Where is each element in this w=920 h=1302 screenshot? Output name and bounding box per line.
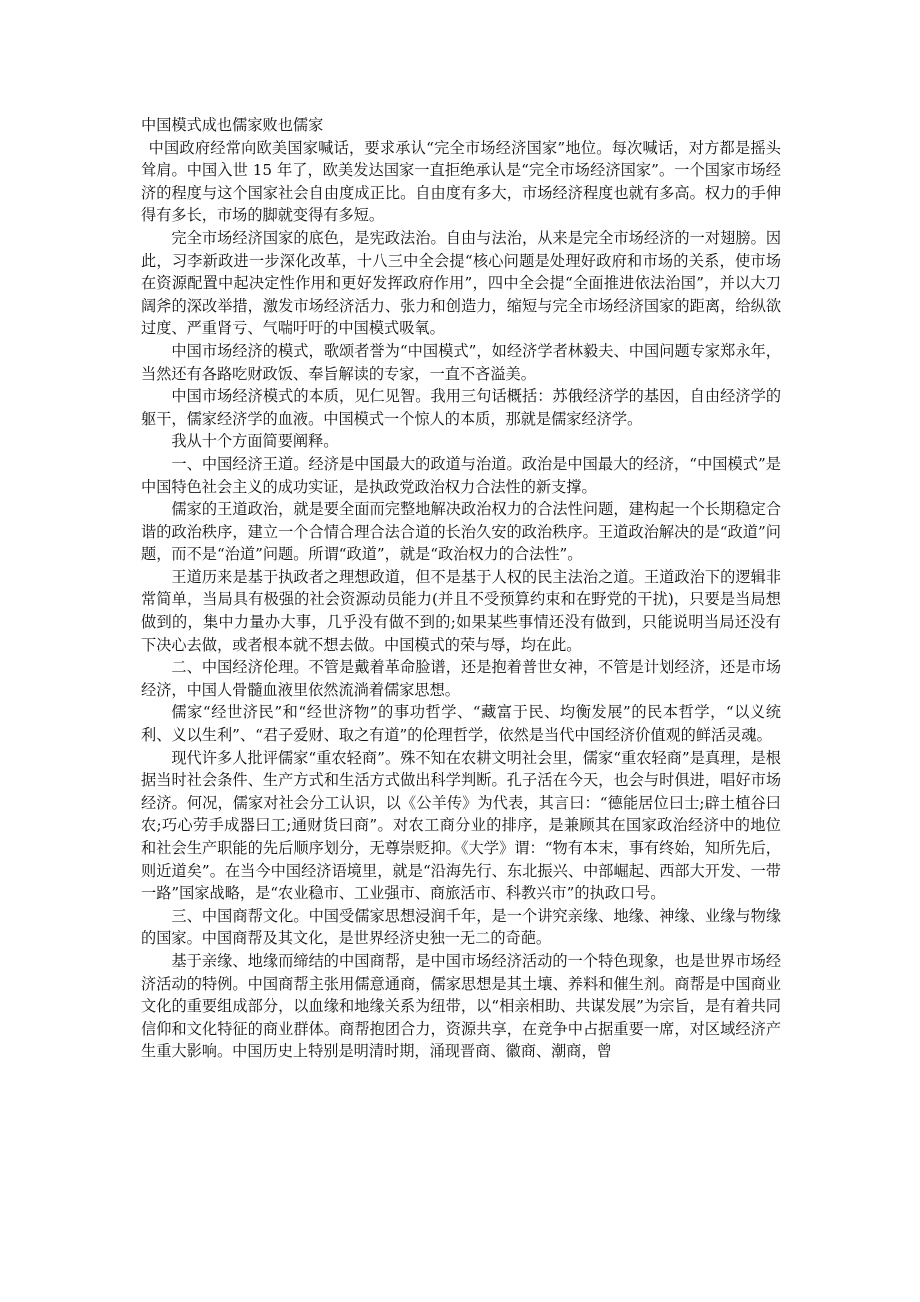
paragraph: 我从十个方面简要阐释。 bbox=[171, 432, 339, 451]
paragraph: 三、中国商帮文化。中国受儒家思想浸润千年，是一个讲究亲缘、地缘、神缘、业缘与物缘的国家。中国商帮及其文化，是世界经济史独一无二的奇葩。 bbox=[141, 906, 781, 948]
paragraph: 中国市场经济模式的本质，见仁见智。我用三句话概括：苏俄经济学的基因，自由经济学的躯干，儒家经济学的血液。中国模式一个惊人的本质，那就是儒家经济学。 bbox=[141, 387, 781, 428]
paragraph: 王道历来是基于执政者之理想政道，但不是基于人权的民主法治之道。王道政治下的逻辑非常简单，当局具有极强的社会资源动员能力(并且不受预算约束和在野党的干扰)，只要是当局想做到的，集中力量办大事，几乎没有做不到的;如果某些事情还没有做到，只能说明当局还没有下决心去做，或者根本就不想去做。中国模式的荣与辱，均在此。 bbox=[141, 567, 781, 654]
paragraph: 中国市场经济的模式，歌颂者誉为“中国模式”，如经济学者林毅夫、中国问题专家郑永年，当然还有各路吃财政饭、奉旨解读的专家，一直不吝溢美。 bbox=[141, 341, 781, 383]
document-page bbox=[141, 114, 781, 1063]
paragraph: 现代许多人批评儒家“重农轻商”。殊不知在农耕文明社会里，儒家“重农轻商”是真理，是根据当时社会条件、生产方式和生活方式做出科学判断。孔子活在今天，也会与时俱进，唱好市场经济。何况，儒家对社会分工认识，以《公羊传》为代表，其言曰：“德能居位曰士;辟土植谷曰农;巧心劳手成器曰工;通财货曰商”。对农工商分业的排序，是兼顾其在国家政治经济中的地位和社会生产职能的先后顺序划分，无尊崇贬抑。《大学》谓：“物有本末，事有终始，知所先后，则近道矣”。在当今中国经济语境里，就是“沿海先行、东北振兴、中部崛起、西部大开发、一带一路”国家战略，是“农业稳市、工业强市、商旅活市、科教兴市”的执政口号。 bbox=[141, 748, 781, 903]
paragraph: 中国政府经常向欧美国家喊话，要求承认“完全市场经济国家”地位。每次喊话，对方都是摇头耸肩。中国入世 15 年了，欧美发达国家一直拒绝承认是“完全市场经济国家”。一个国家市场经济的程度与这个国家社会自由度成正比。自由度有多大，市场经济程度也就有多高。权力的手伸得有多长，市场的脚就变得有多短。 bbox=[141, 138, 781, 225]
paragraph: 基于亲缘、地缘而缔结的中国商帮，是中国市场经济活动的一个特色现象，也是世界市场经济活动的特例。中国商帮主张用儒意通商，儒家思想是其土壤、养料和催生剂。商帮是中国商业文化的重要组成部分，以血缘和地缘关系为纽带，以“相亲相助、共谋发展”为宗旨，是有着共同信仰和文化特征的商业群体。商帮抱团合力，资源共享，在竞争中占据重要一席，对区域经济产生重大影响。中国历史上特别是明清时期，涌现晋商、徽商、潮商，曾 bbox=[141, 951, 781, 1061]
paragraph: 一、中国经济王道。经济是中国最大的政道与治道。政治是中国最大的经济，“中国模式”是中国特色社会主义的成功实证，是执政党政治权力合法性的新支撑。 bbox=[141, 454, 781, 496]
document-title: 中国模式成也儒家败也儒家 bbox=[141, 116, 324, 134]
paragraph: 完全市场经济国家的底色，是宪政法治。自由与法治，从来是完全市场经济的一对翅膀。因此，习李新政进一步深化改革，十八三中全会提“核心问题是处理好政府和市场的关系，使市场在资源配置中起决定性作用和更好发挥政府作用”，四中全会提“全面推进依法治国”，并以大刀阔斧的深改举措，激发市场经济活力、张力和创造力，缩短与完全市场经济国家的距离，给纵欲过度、严重肾亏、气喘吁吁的中国模式吸氧。 bbox=[141, 228, 781, 338]
paragraph: 二、中国经济伦理。不管是戴着革命脸谱，还是抱着普世女神，不管是计划经济，还是市场经济，中国人骨髓血液里依然流淌着儒家思想。 bbox=[141, 658, 781, 699]
paragraph: 儒家“经世济民”和“经世济物”的事功哲学、“藏富于民、均衡发展”的民本哲学，“以义统利、义以生利”、“君子爱财、取之有道”的伦理哲学，依然是当代中国经济价值观的鲜活灵魂。 bbox=[141, 703, 781, 745]
paragraph: 儒家的王道政治，就是要全面而完整地解决政治权力的合法性问题，建构起一个长期稳定合谐的政治秩序，建立一个合情合理合法合道的长治久安的政治秩序。王道政治解决的是“政道”问题，而不是“治道”问题。所谓“政道”，就是“政治权力的合法性”。 bbox=[141, 500, 781, 564]
